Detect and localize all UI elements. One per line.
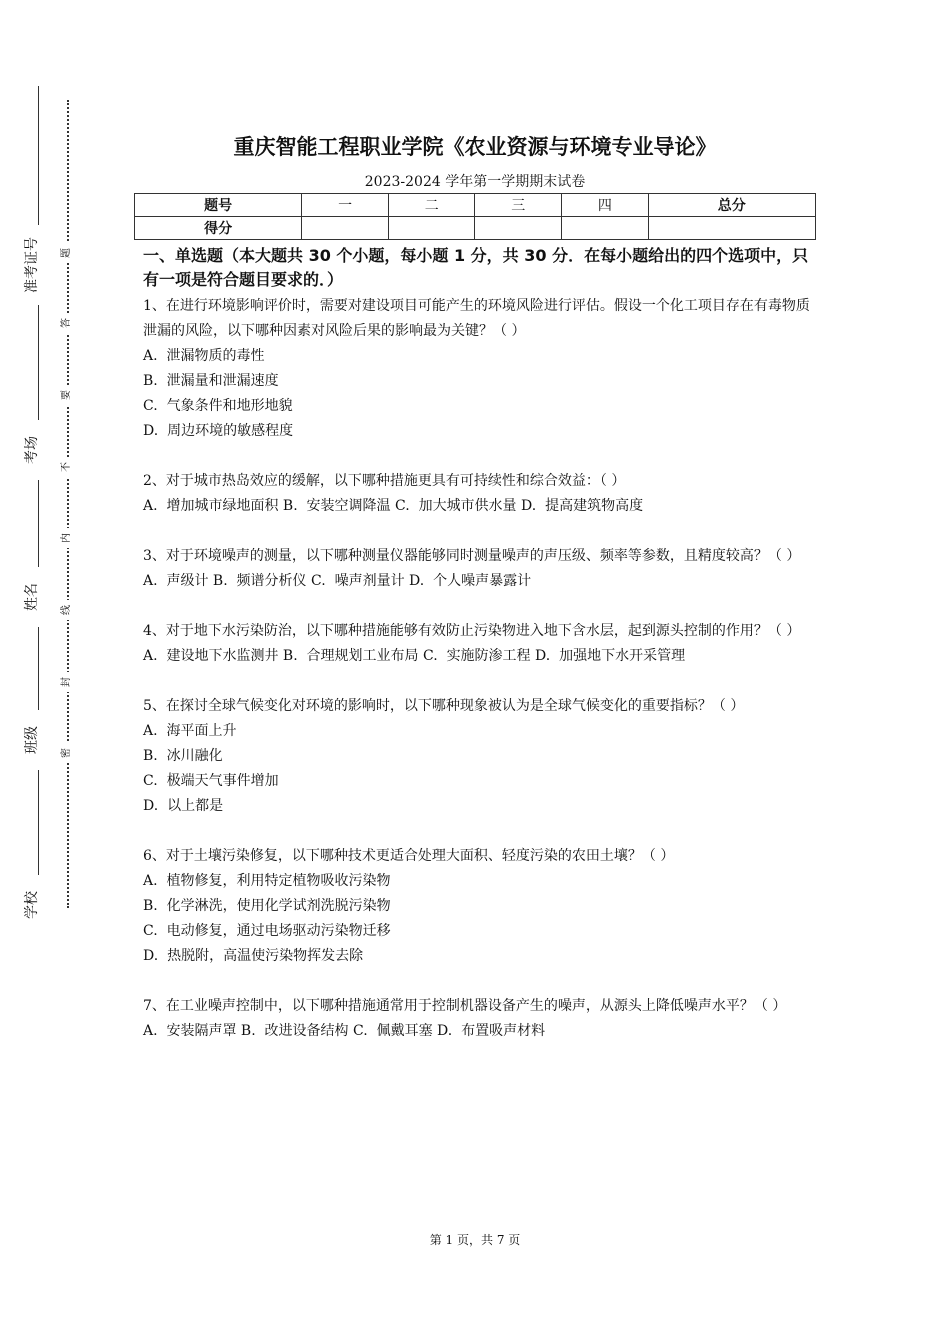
- question-text: 5、在探讨全球气候变化对环境的影响时，以下哪种现象被认为是全球气候变化的重要指标？（ ）: [143, 698, 745, 714]
- binding-margin: [0, 0, 80, 1344]
- score-cell: [302, 217, 389, 240]
- binding-solid-line: [38, 86, 39, 922]
- question-text: 2、对于城市热岛效应的缓解，以下哪种措施更具有可持续性和综合效益：（ ）: [143, 473, 626, 489]
- label-name: 姓名: [20, 567, 44, 627]
- score-header-cell: 一: [302, 194, 389, 217]
- question-option: D. 周边环境的敏感程度: [143, 423, 294, 439]
- seal-char: 密: [57, 743, 77, 763]
- question-option: A. 泄漏物质的毒性: [143, 348, 265, 364]
- score-table: [134, 193, 816, 240]
- question-4: [143, 619, 823, 669]
- score-header-cell: 四: [562, 194, 649, 217]
- score-cell: [648, 217, 815, 240]
- question-option: C. 极端天气事件增加: [143, 773, 279, 789]
- binding-dotted-line: [67, 100, 69, 908]
- question-1: [143, 294, 823, 444]
- score-header-cell: 题号: [135, 194, 302, 217]
- label-class: 班级: [20, 710, 44, 770]
- question-7: [143, 994, 823, 1044]
- question-text: 1、在进行环境影响评价时，需要对建设项目可能产生的环境风险进行评估。假设一个化工项目存在有毒物质泄漏的风险，以下哪种因素对风险后果的影响最为关键？（ ）: [143, 298, 810, 339]
- seal-char: 线: [57, 600, 77, 620]
- question-option: C. 电动修复，通过电场驱动污染物迁移: [143, 923, 391, 939]
- question-option: B. 化学淋洗，使用化学试剂洗脱污染物: [143, 898, 391, 914]
- question-option: A. 声级计 B. 频谱分析仪 C. 噪声剂量计 D. 个人噪声暴露计: [143, 573, 532, 589]
- seal-char: 封: [57, 672, 77, 692]
- question-text: 4、对于地下水污染防治，以下哪种措施能够有效防止污染物进入地下含水层，起到源头控制的作用？（ ）: [143, 623, 801, 639]
- question-option: A. 建设地下水监测井 B. 合理规划工业布局 C. 实施防渗工程 D. 加强地下水开采管理: [143, 648, 686, 664]
- exam-subtitle: 2023-2024 学年第一学期期末试卷: [364, 174, 586, 190]
- seal-char: 题: [57, 243, 77, 263]
- question-6: [143, 844, 823, 969]
- seal-char: 内: [57, 528, 77, 548]
- question-option: B. 冰川融化: [143, 748, 223, 764]
- label-exam-room: 考场: [20, 420, 44, 480]
- question-text: 7、在工业噪声控制中，以下哪种措施通常用于控制机器设备产生的噪声，从源头上降低噪声水平？（ ）: [143, 998, 787, 1014]
- question-text: 6、对于土壤污染修复，以下哪种技术更适合处理大面积、轻度污染的农田土壤？（ ）: [143, 848, 675, 864]
- question-option: D. 以上都是: [143, 798, 224, 814]
- question-option: D. 热脱附，高温使污染物挥发去除: [143, 948, 364, 964]
- question-option: A. 海平面上升: [143, 723, 237, 739]
- score-header-cell: 二: [388, 194, 475, 217]
- question-option: C. 气象条件和地形地貌: [143, 398, 293, 414]
- exam-title: 重庆智能工程职业学院《农业资源与环境专业导论》: [233, 135, 717, 159]
- score-table-header-row: [135, 194, 816, 217]
- score-cell: [388, 217, 475, 240]
- score-table-score-row: [135, 217, 816, 240]
- score-row-label: 得分: [135, 217, 302, 240]
- label-school: 学校: [20, 875, 44, 935]
- question-option: A. 安装隔声罩 B. 改进设备结构 C. 佩戴耳塞 D. 布置吸声材料: [143, 1023, 546, 1039]
- score-cell: [562, 217, 649, 240]
- question-option: A. 增加城市绿地面积 B. 安装空调降温 C. 加大城市供水量 D. 提高建筑物高度: [143, 498, 644, 514]
- label-exam-number: 准考证号: [20, 225, 44, 305]
- question-5: [143, 694, 823, 819]
- question-text: 3、对于环境噪声的测量，以下哪种测量仪器能够同时测量噪声的声压级、频率等参数，且精度较高？（ ）: [143, 548, 801, 564]
- seal-char: 要: [57, 385, 77, 405]
- question-option: A. 植物修复，利用特定植物吸收污染物: [143, 873, 391, 889]
- page-number: 第 1 页，共 7 页: [429, 1233, 521, 1247]
- score-header-cell: 总分: [648, 194, 815, 217]
- exam-content: [143, 244, 823, 1044]
- score-cell: [475, 217, 562, 240]
- seal-char: 不: [57, 457, 77, 477]
- question-3: [143, 544, 823, 594]
- section-title: 一、单选题（本大题共 30 个小题，每小题 1 分，共 30 分．在每小题给出的四个选项中，只有一项是符合题目要求的．）: [143, 246, 809, 289]
- score-header-cell: 三: [475, 194, 562, 217]
- seal-char: 答: [57, 313, 77, 333]
- question-2: [143, 469, 823, 519]
- question-option: B. 泄漏量和泄漏速度: [143, 373, 279, 389]
